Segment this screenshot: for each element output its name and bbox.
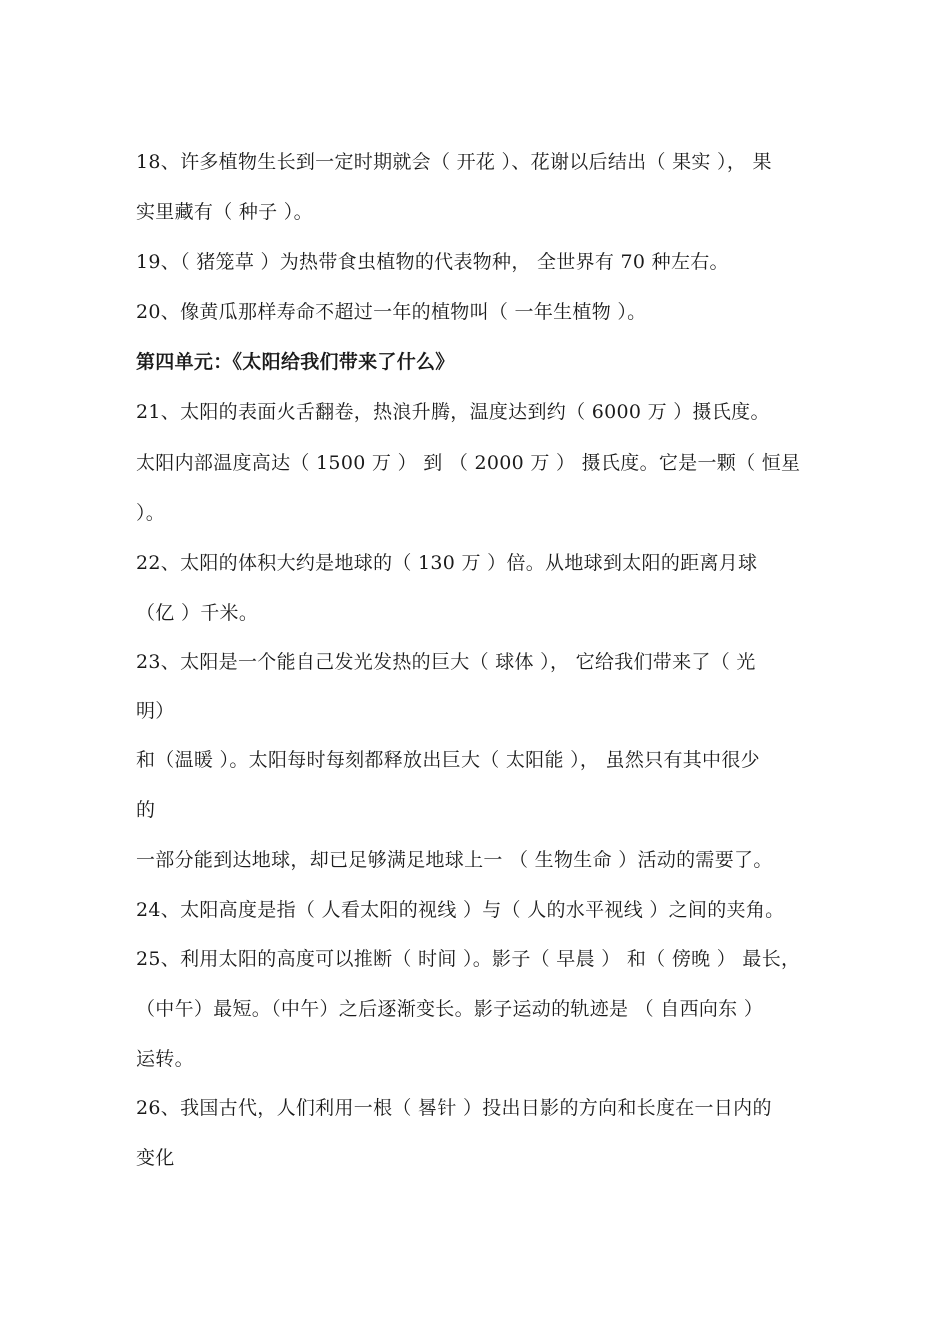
text-line-21a: 21、太阳的表面火舌翻卷，热浪升腾，温度达到约（ 6000 万 ）摄氏度。	[136, 401, 770, 423]
text-line-23a: 23、太阳是一个能自己发光发热的巨大（ 球体 ）， 它给我们带来了（ 光	[136, 651, 756, 673]
text-line-19: 19、（ 猪笼草 ）为热带食虫植物的代表物种， 全世界有 70 种左右。	[136, 251, 729, 273]
text-line-22b: （亿 ）千米。	[136, 602, 259, 624]
text-line-26b: 变化	[136, 1147, 175, 1169]
text-line-23c: 和（温暖 ）。太阳每时每刻都释放出巨大（ 太阳能 ）， 虽然只有其中很少	[136, 749, 760, 771]
text-line-24: 24、太阳高度是指（ 人看太阳的视线 ）与（ 人的水平视线 ）之间的夹角。	[136, 899, 785, 921]
section-heading-unit-4: 第四单元：《太阳给我们带来了什么》	[136, 351, 455, 373]
text-line-23b: 明）	[136, 700, 175, 722]
text-line-20: 20、像黄瓜那样寿命不超过一年的植物叫（ 一年生植物 ）。	[136, 301, 647, 323]
text-line-21b: 太阳内部温度高达（ 1500 万 ） 到 （ 2000 万 ） 摄氏度。它是一颗（ 恒星	[136, 452, 801, 474]
text-line-22a: 22、太阳的体积大约是地球的（ 130 万 ）倍。从地球到太阳的距离月球	[136, 552, 758, 574]
text-line-18a: 18、许多植物生长到一定时期就会（ 开花 ）、花谢以后结出（ 果实 ）， 果	[136, 151, 772, 173]
text-line-25c: 运转。	[136, 1048, 194, 1070]
text-line-21c: ）。	[136, 502, 166, 524]
text-line-26a: 26、我国古代，人们利用一根（ 晷针 ）投出日影的方向和长度在一日内的	[136, 1097, 772, 1119]
text-line-25b: （中午）最短。（中午）之后逐渐变长。影子运动的轨迹是 （ 自西向东 ）	[136, 998, 764, 1020]
text-line-23d: 的	[136, 799, 156, 821]
text-line-18b: 实里藏有（ 种子 ）。	[136, 201, 313, 223]
text-line-25a: 25、利用太阳的高度可以推断（ 时间 ）。影子（ 早晨 ） 和（ 傍晚 ） 最长，	[136, 948, 801, 970]
text-line-23e: 一部分能到达地球，却已足够满足地球上一 （ 生物生命 ）活动的需要了。	[136, 849, 773, 871]
